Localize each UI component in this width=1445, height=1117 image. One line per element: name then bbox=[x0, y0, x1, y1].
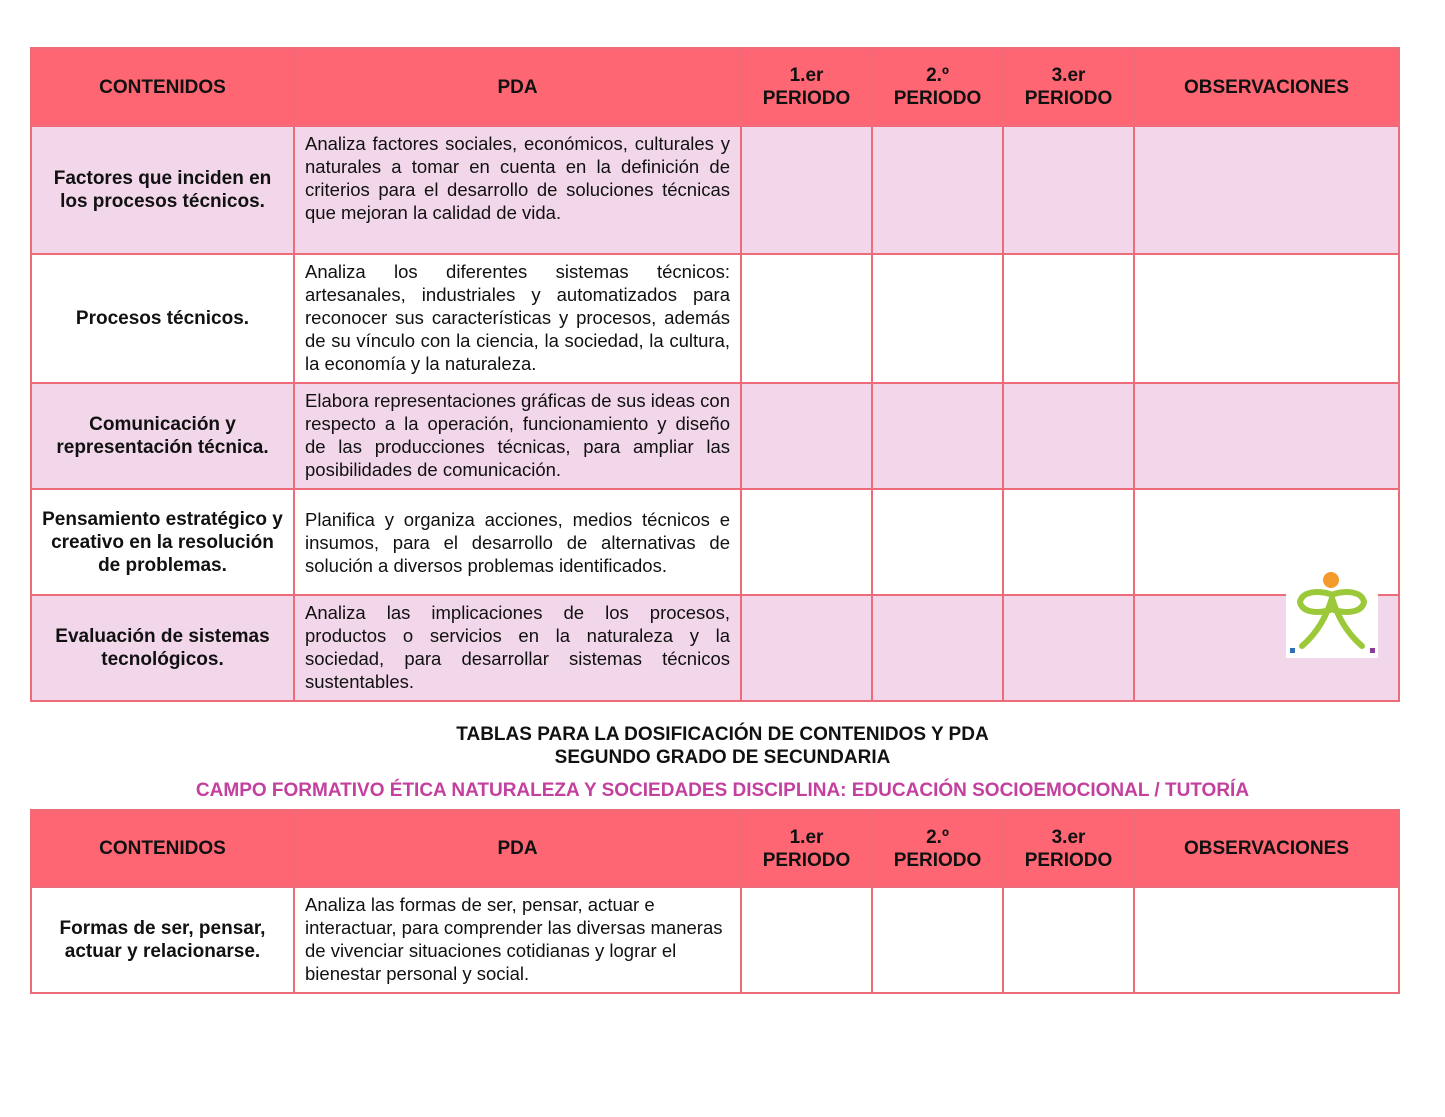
header-periodo-2 bbox=[872, 810, 1003, 887]
table-row bbox=[31, 254, 1399, 383]
header-periodo-2 bbox=[872, 48, 1003, 126]
contenido-cell: Comunicación y representación técnica. bbox=[31, 383, 294, 489]
periodo-1-cell[interactable] bbox=[741, 126, 872, 254]
header-periodo-3 bbox=[1003, 810, 1134, 887]
pda-cell: Analiza las implicaciones de los procesos, productos o servicios en la naturaleza y la sociedad, para desarrollar sistemas técnicos sustentables. bbox=[294, 595, 741, 701]
header-pda: PDA bbox=[294, 810, 741, 887]
periodo-2-cell[interactable] bbox=[872, 383, 1003, 489]
pda-cell: Analiza los diferentes sistemas técnicos: artesanales, industriales y automatizados para reconocer sus características y procesos, además de su vínculo con la ciencia, la sociedad, la cultura, la economía y la naturaleza. bbox=[294, 254, 741, 383]
header-periodo-1-num: 1.er bbox=[789, 65, 824, 86]
periodo-3-cell[interactable] bbox=[1003, 887, 1134, 993]
pda-cell: Analiza las formas de ser, pensar, actuar e interactuar, para comprender las diversas maneras de vivenciar situaciones cotidianas y lograr el bienestar personal y social. bbox=[294, 887, 741, 993]
header-periodo-1 bbox=[741, 48, 872, 126]
header-periodo-1-num: 1.er bbox=[789, 826, 824, 848]
periodo-2-cell[interactable] bbox=[872, 887, 1003, 993]
pda-cell: Analiza factores sociales, económicos, culturales y naturales a tomar en cuenta en la definición de criterios para el desarrollo de soluciones técnicas que mejoran la calidad de vida. bbox=[294, 126, 741, 254]
header-periodo-3-label: PERIODO bbox=[1024, 849, 1113, 871]
table-row bbox=[31, 887, 1399, 993]
contenido-cell: Procesos técnicos. bbox=[31, 254, 294, 383]
periodo-3-cell[interactable] bbox=[1003, 126, 1134, 254]
header-periodo-1-label: PERIODO bbox=[762, 88, 851, 109]
periodo-1-cell[interactable] bbox=[741, 595, 872, 701]
observaciones-cell[interactable] bbox=[1134, 126, 1399, 254]
periodo-1-cell[interactable] bbox=[741, 254, 872, 383]
header-periodo-1 bbox=[741, 810, 872, 887]
header-contenidos: CONTENIDOS bbox=[31, 48, 294, 126]
section-title bbox=[0, 723, 1445, 769]
dosificacion-table-2 bbox=[30, 809, 1400, 994]
observaciones-cell[interactable] bbox=[1134, 887, 1399, 993]
header-contenidos: CONTENIDOS bbox=[31, 810, 294, 887]
contenido-cell: Formas de ser, pensar, actuar y relacionarse. bbox=[31, 887, 294, 993]
table-row bbox=[31, 489, 1399, 595]
pda-cell: Elabora representaciones gráficas de sus ideas con respecto a la operación, funcionamiento y diseño de las producciones técnicas, para ampliar las posibilidades de comunicación. bbox=[294, 383, 741, 489]
periodo-3-cell[interactable] bbox=[1003, 383, 1134, 489]
periodo-1-cell[interactable] bbox=[741, 489, 872, 595]
periodo-1-cell[interactable] bbox=[741, 383, 872, 489]
header-periodo-2-num: 2.º bbox=[926, 826, 949, 848]
sprout-logo-svg bbox=[1286, 568, 1378, 658]
header-periodo-3-label: PERIODO bbox=[1024, 88, 1113, 109]
contenido-cell: Evaluación de sistemas tecnológicos. bbox=[31, 595, 294, 701]
header-periodo-2-label: PERIODO bbox=[893, 849, 982, 871]
header-periodo-2-num: 2.º bbox=[926, 65, 949, 86]
header-observaciones: OBSERVACIONES bbox=[1134, 810, 1399, 887]
header-periodo-3-num: 3.er bbox=[1051, 65, 1086, 86]
contenido-cell: Factores que inciden en los procesos técnicos. bbox=[31, 126, 294, 254]
campo-formativo-title: CAMPO FORMATIVO ÉTICA NATURALEZA Y SOCIEDADES DISCIPLINA: EDUCACIÓN SOCIOEMOCIONAL / TUTORÍA bbox=[195, 780, 1250, 801]
periodo-3-cell[interactable] bbox=[1003, 254, 1134, 383]
header-periodo-3 bbox=[1003, 48, 1134, 126]
table-header-row bbox=[31, 48, 1399, 126]
periodo-2-cell[interactable] bbox=[872, 489, 1003, 595]
header-periodo-1-label: PERIODO bbox=[762, 849, 851, 871]
header-pda: PDA bbox=[294, 48, 741, 126]
section-title-line-2: SEGUNDO GRADO DE SECUNDARIA bbox=[554, 747, 891, 768]
sprout-logo-icon bbox=[1286, 568, 1378, 658]
pda-cell: Planifica y organiza acciones, medios técnicos e insumos, para el desarrollo de alternativas de solución a diversos problemas identificados. bbox=[294, 489, 741, 595]
observaciones-cell[interactable] bbox=[1134, 383, 1399, 489]
periodo-2-cell[interactable] bbox=[872, 254, 1003, 383]
periodo-3-cell[interactable] bbox=[1003, 489, 1134, 595]
table-row bbox=[31, 383, 1399, 489]
periodo-2-cell[interactable] bbox=[872, 126, 1003, 254]
dosificacion-table-1 bbox=[30, 47, 1400, 702]
observaciones-cell[interactable] bbox=[1134, 254, 1399, 383]
table-header-row bbox=[31, 810, 1399, 887]
section-title-line-1: TABLAS PARA LA DOSIFICACIÓN DE CONTENIDOS Y PDA bbox=[456, 724, 989, 745]
header-periodo-2-label: PERIODO bbox=[893, 88, 982, 109]
contenido-cell: Pensamiento estratégico y creativo en la resolución de problemas. bbox=[31, 489, 294, 595]
periodo-2-cell[interactable] bbox=[872, 595, 1003, 701]
periodo-3-cell[interactable] bbox=[1003, 595, 1134, 701]
periodo-1-cell[interactable] bbox=[741, 887, 872, 993]
table-row bbox=[31, 595, 1399, 701]
table-row bbox=[31, 126, 1399, 254]
header-periodo-3-num: 3.er bbox=[1051, 826, 1086, 848]
header-observaciones: OBSERVACIONES bbox=[1134, 48, 1399, 126]
